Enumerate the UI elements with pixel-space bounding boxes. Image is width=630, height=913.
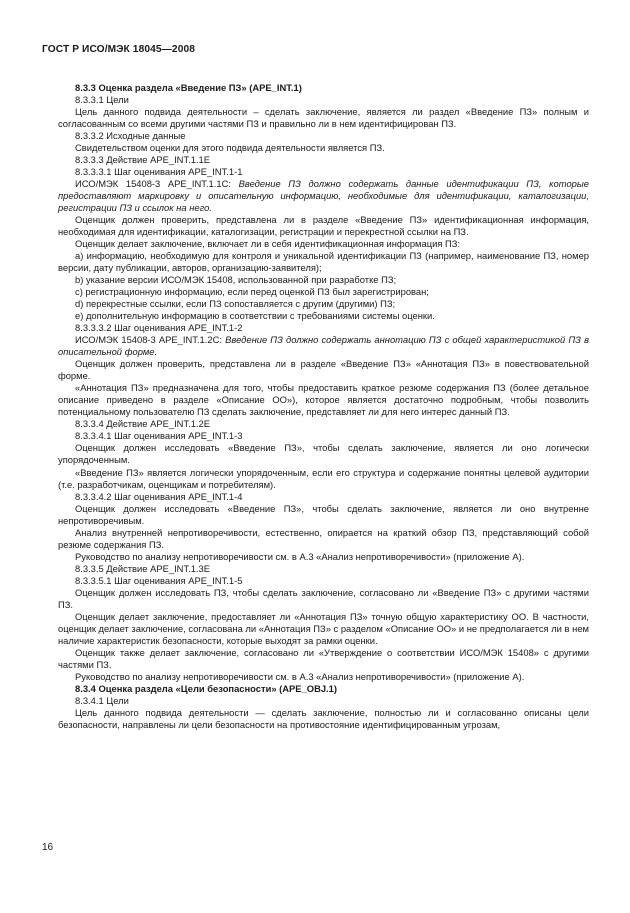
body-paragraph: Цель данного подвида деятельности – сделать заключение, является ли раздел «Введение ПЗ» полным и согласованным со всеми другими частями ПЗ и правильно ли в нем идентифицирован ПЗ.	[58, 106, 589, 130]
body-paragraph: Оценщик делает заключение, включает ли в себя идентификационная информация ПЗ:	[75, 238, 461, 250]
quote-reference: ИСО/МЭК 15408-3 APE_INT.1.1C:	[75, 178, 239, 190]
body-paragraph: Оценщик должен исследовать «Введение ПЗ», чтобы сделать заключение, является ли оно логически упорядоченным.	[58, 442, 589, 466]
body-paragraph: b) указание версии ИСО/МЭК 15408, использованной при разработке ПЗ;	[75, 274, 397, 286]
section-heading: 8.3.3 Оценка раздела «Введение ПЗ» (APE_INT.1)	[75, 82, 302, 93]
document-body	[58, 82, 589, 731]
body-paragraph: «Аннотация ПЗ» предназначена для того, чтобы предоставить краткое резюме содержания ПЗ (более детальное описание приведено в разделе «Описание ОО»), которое является достаточно подробным, чтобы позволить потенциальному пользователю ПЗ сделать заключение, представляет ли для него интерес данный ПЗ.	[58, 382, 589, 418]
body-paragraph: Оценщик должен исследовать ПЗ, чтобы сделать заключение, согласовано ли «Введение ПЗ» с другими частями ПЗ.	[58, 586, 589, 610]
body-paragraph: 8.3.3.1 Цели	[75, 94, 129, 106]
standard-quote-paragraph	[58, 334, 589, 358]
body-paragraph: 8.3.3.4.2 Шаг оценивания APE_INT.1-4	[75, 490, 243, 502]
body-paragraph: Руководство по анализу непротиворечивости см. в А.3 «Анализ непротиворечивости» (приложение А).	[75, 550, 525, 562]
section-heading: 8.3.4 Оценка раздела «Цели безопасности» (APE_OBJ.1)	[75, 682, 337, 694]
body-paragraph: d) перекрестные ссылки, если ПЗ сопоставляется с другим (другими) ПЗ;	[75, 298, 396, 310]
quote-reference: ИСО/МЭК 15408-3 APE_INT.1.2C:	[75, 334, 226, 346]
body-paragraph: 8.3.3.4.1 Шаг оценивания APE_INT.1-3	[75, 430, 243, 442]
body-paragraph: 8.3.3.5 Действие APE_INT.1.3E	[75, 562, 211, 574]
body-paragraph: 8.3.3.3 Действие APE_INT.1.1E	[75, 154, 211, 166]
body-paragraph: Анализ внутренней непротиворечивости, естественно, опирается на краткий обзор ПЗ, представляющий собой резюме содержания ПЗ.	[58, 526, 589, 550]
body-paragraph: e) дополнительную информацию в соответствии с требованиями системы оценки.	[75, 310, 435, 322]
quote-text: Введение ПЗ должно содержать данные идентификации ПЗ, которые предоставляют маркировку и описательную информацию, необходимые для идентификации, каталогизации, регистрации ПЗ и ссылок на него.	[58, 178, 589, 214]
body-paragraph: Оценщик делает заключение, предоставляет ли «Аннотация ПЗ» точную общую характеристику ОО. В частности, оценщик делает заключение, согласована ли «Аннотация ПЗ» с разделом «Описание ОО» и не предполагается ли в нем наличие характеристик безопасности, которые выходят за рамки оценки.	[58, 610, 589, 646]
body-paragraph: Цель данного подвида деятельности — сделать заключение, полностью ли и согласованно описаны цели безопасности, направлены ли цели безопасности на противостояние идентифицированным угрозам,	[58, 706, 589, 730]
body-paragraph: Свидетельством оценки для этого подвида деятельности является ПЗ.	[75, 142, 385, 154]
page-number: 16	[42, 842, 54, 853]
body-paragraph: Оценщик должен проверить, представлена ли в разделе «Введение ПЗ» «Аннотация ПЗ» в повествовательной форме.	[58, 358, 589, 382]
body-paragraph: Руководство по анализу непротиворечивости см. в А.3 «Анализ непротиворечивости» (приложение А).	[75, 670, 525, 682]
body-paragraph: 8.3.3.5.1 Шаг оценивания APE_INT.1-5	[75, 574, 243, 586]
body-paragraph: 8.3.4.1 Цели	[75, 694, 129, 706]
body-paragraph: Оценщик также делает заключение, согласовано ли «Утверждение о соответствии ИСО/МЭК 15408» с другими частями ПЗ.	[58, 646, 589, 670]
body-paragraph: 8.3.3.3.2 Шаг оценивания APE_INT.1-2	[75, 322, 243, 334]
body-paragraph: c) регистрационную информацию, если перед оценкой ПЗ был зарегистрирован;	[75, 286, 429, 298]
body-paragraph: 8.3.3.3.1 Шаг оценивания APE_INT.1-1	[75, 166, 243, 178]
body-paragraph: Оценщик должен исследовать «Введение ПЗ», чтобы сделать заключение, является ли оно внутренне непротиворечивым.	[58, 502, 589, 526]
body-paragraph: 8.3.3.2 Исходные данные	[75, 130, 186, 142]
quote-text: Введение ПЗ должно содержать аннотацию ПЗ с общей характеристикой ПЗ в описательной форме.	[58, 334, 589, 358]
body-paragraph: 8.3.3.4 Действие APE_INT.1.2E	[75, 418, 211, 430]
body-paragraph: Оценщик должен проверить, представлена ли в разделе «Введение ПЗ» идентификационная информация, необходимая для идентификации, каталогизации, регистрации и перекрестной ссылки на ПЗ.	[58, 214, 589, 238]
body-paragraph: a) информацию, необходимую для контроля и уникальной идентификации ПЗ (например, наименование ПЗ, номер версии, дату публикации, авторов, организацию-заявителя);	[58, 250, 589, 274]
body-paragraph: «Введение ПЗ» является логически упорядоченным, если его структура и содержание понятны целевой аудитории (т.е. разработчикам, оценщикам и потребителям).	[58, 466, 589, 490]
standard-header: ГОСТ Р ИСО/МЭК 18045—2008	[42, 44, 195, 55]
standard-quote-paragraph	[58, 178, 589, 214]
